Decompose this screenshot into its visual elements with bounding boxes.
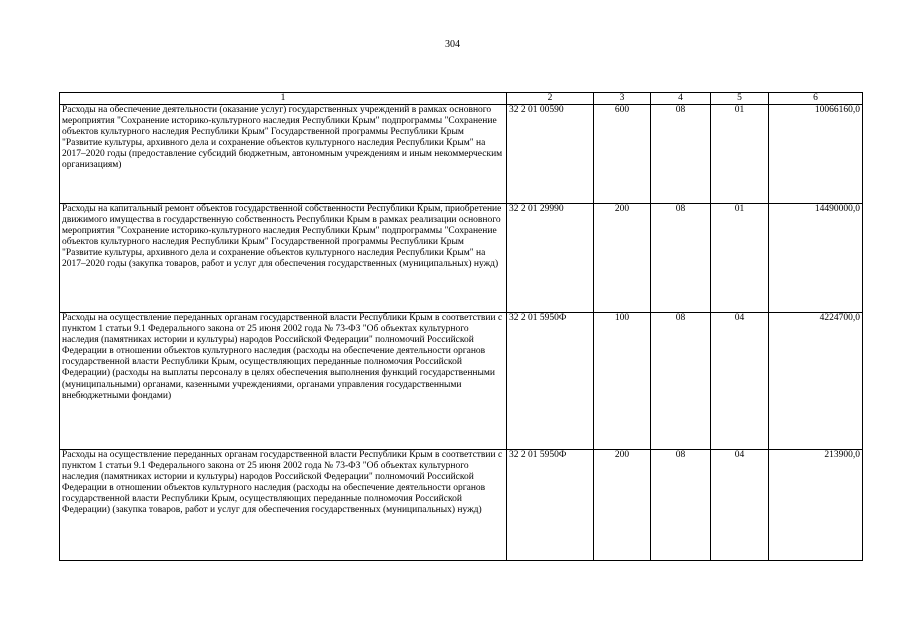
- row-col4: 08: [651, 105, 711, 204]
- row-col4: 08: [651, 450, 711, 561]
- page-number: 304: [445, 39, 460, 50]
- table-header-row: [60, 93, 863, 105]
- row-col5: 01: [711, 105, 769, 204]
- table-row: [60, 204, 863, 313]
- row-col5: 04: [711, 313, 769, 450]
- column-header: 5: [711, 93, 769, 105]
- row-code: 32 2 01 00590: [507, 105, 594, 204]
- row-description: Расходы на осуществление переданных органам государственной власти Республики Крым в соответствии с пунктом 1 статьи 9.1 Федерального закона от 25 июня 2002 года № 73-ФЗ "Об объектах культурного наследия (памятниках истории и культуры) народов Российской Федерации" полномочий Российской Федерации в отношении объектов культурного наследия (расходы на обеспечение деятельности органов государственной власти Республики Крым, осуществляющих переданные полномочия Российской Федерации) (расходы на выплаты персоналу в целях обеспечения выполнения функций государственными (муниципальными) органами, казенными учреждениями, органами управления государственными внебюджетными фондами): [60, 313, 507, 450]
- row-amount: 4224700,0: [769, 313, 863, 450]
- row-amount: 14490000,0: [769, 204, 863, 313]
- row-col3: 100: [594, 313, 651, 450]
- row-amount: 213900,0: [769, 450, 863, 561]
- row-col3: 200: [594, 204, 651, 313]
- row-code: 32 2 01 5950Ф: [507, 450, 594, 561]
- column-header: 4: [651, 93, 711, 105]
- row-col4: 08: [651, 313, 711, 450]
- table-row: [60, 450, 863, 561]
- row-col3: 600: [594, 105, 651, 204]
- row-col3: 200: [594, 450, 651, 561]
- row-col5: 04: [711, 450, 769, 561]
- row-col5: 01: [711, 204, 769, 313]
- row-amount: 10066160,0: [769, 105, 863, 204]
- column-header: 1: [60, 93, 507, 105]
- column-header: 2: [507, 93, 594, 105]
- row-col4: 08: [651, 204, 711, 313]
- row-description: Расходы на обеспечение деятельности (оказание услуг) государственных учреждений в рамках основного мероприятия "Сохранение историко-культурного наследия Республики Крым" подпрограммы "Сохранение объектов культурного наследия Республики Крым" Государственной программы Республики Крым "Развитие культуры, архивного дела и сохранение объектов культурного наследия Республики Крым" на 2017–2020 годы (предоставление субсидий бюджетным, автономным учреждениям и иным некоммерческим организациям): [60, 105, 507, 204]
- budget-table: [59, 92, 863, 561]
- table-row: [60, 313, 863, 450]
- row-description: Расходы на капитальный ремонт объектов государственной собственности Республики Крым, приобретение движимого имущества в государственную собственность Республики Крым в рамках реализации основного мероприятия "Сохранение историко-культурного наследия Республики Крым" подпрограммы "Сохранение объектов культурного наследия Республики Крым" Государственной программы Республики Крым "Развитие культуры, архивного дела и сохранение объектов культурного наследия Республики Крым" на 2017–2020 годы (закупка товаров, работ и услуг для обеспечения государственных (муниципальных) нужд): [60, 204, 507, 313]
- table-row: [60, 105, 863, 204]
- row-code: 32 2 01 5950Ф: [507, 313, 594, 450]
- column-header: 3: [594, 93, 651, 105]
- column-header: 6: [769, 93, 863, 105]
- row-code: 32 2 01 29990: [507, 204, 594, 313]
- row-description: Расходы на осуществление переданных органам государственной власти Республики Крым в соответствии с пунктом 1 статьи 9.1 Федерального закона от 25 июня 2002 года № 73-ФЗ "Об объектах культурного наследия (памятниках истории и культуры) народов Российской Федерации" полномочий Российской Федерации в отношении объектов культурного наследия (расходы на обеспечение деятельности органов государственной власти Республики Крым, осуществляющих переданные полномочия Российской Федерации) (закупка товаров, работ и услуг для обеспечения государственных (муниципальных) нужд): [60, 450, 507, 561]
